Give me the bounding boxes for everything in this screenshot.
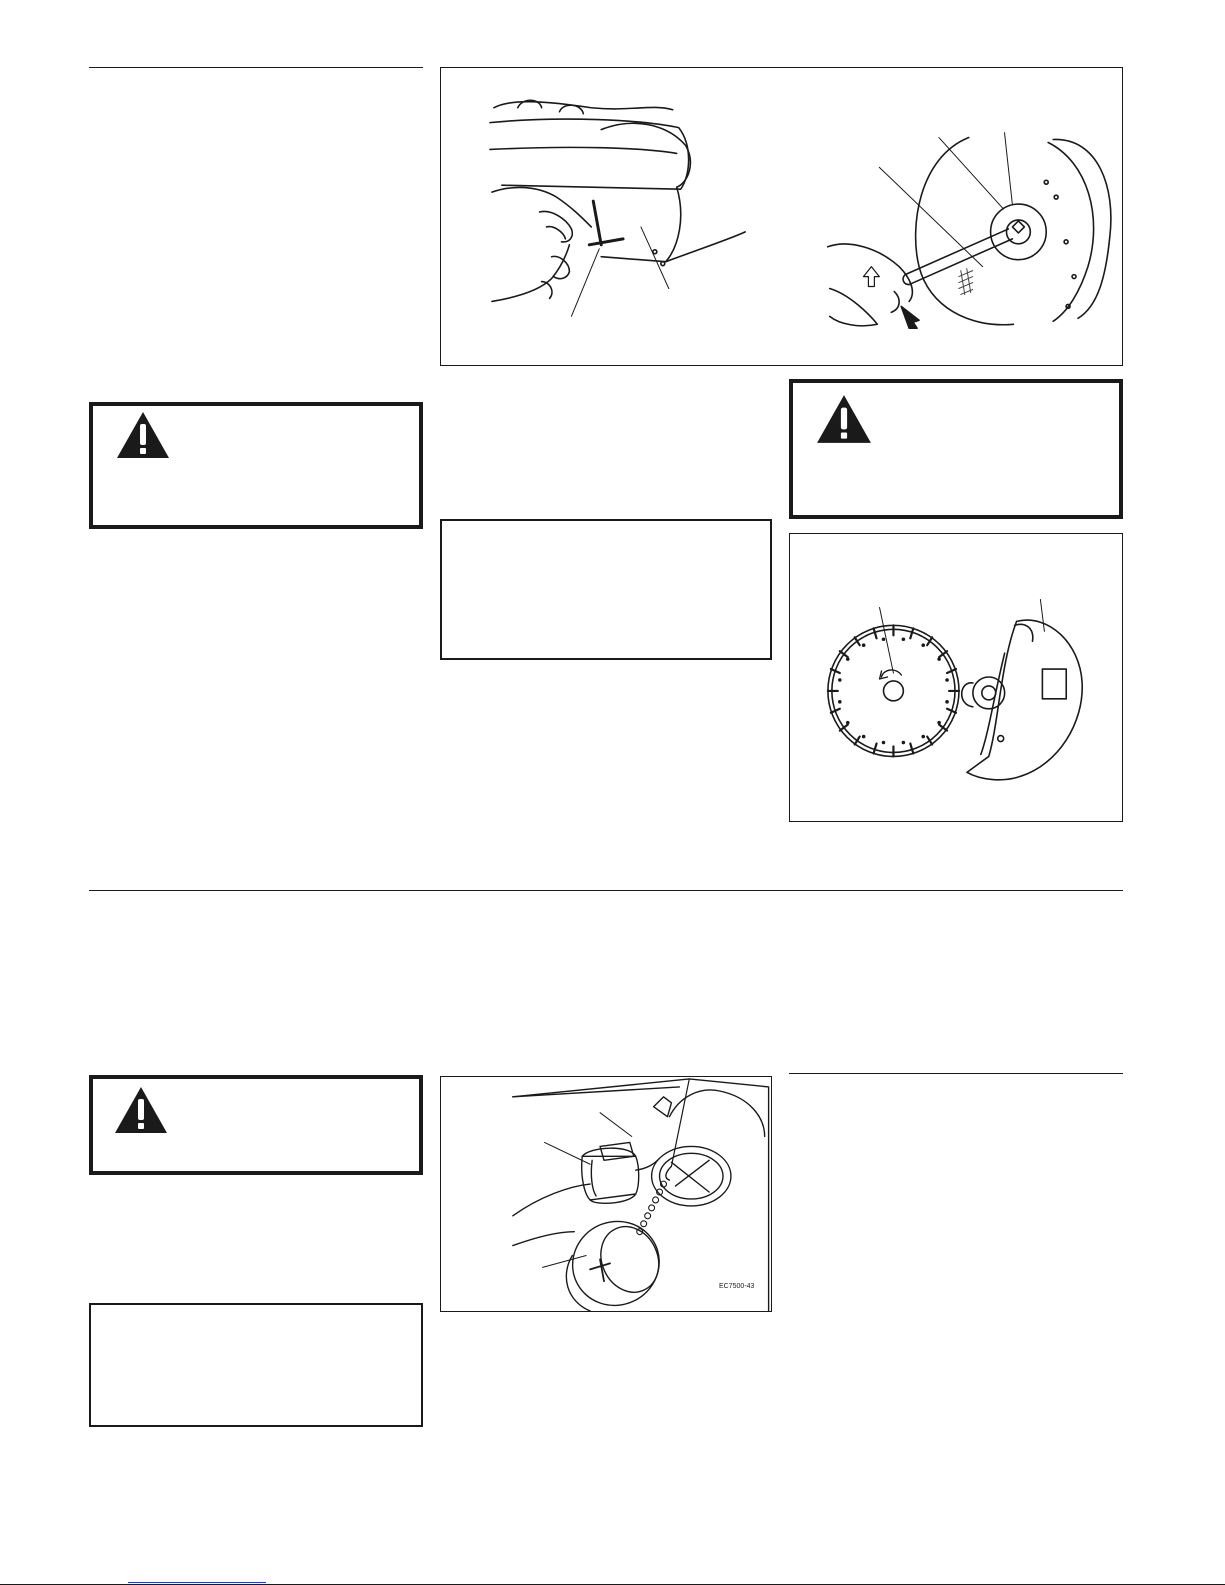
bolt-loosening-illustration (828, 133, 1111, 329)
note-box-fuel (89, 1303, 423, 1427)
warning-triangle-icon (113, 1085, 169, 1135)
top-left-section-rule (89, 67, 423, 68)
blade-direction-illustration (790, 534, 1122, 821)
bottom-right-section-rule (789, 1073, 1123, 1074)
warning-box-blade-right (789, 379, 1123, 519)
warning-box-fuel (89, 1075, 423, 1175)
blade-removal-figure (440, 67, 1123, 366)
diamond-blade-illustration (828, 607, 959, 756)
note-box-blade (440, 519, 772, 660)
warning-box-blade-left (89, 402, 423, 529)
footer-link-underline[interactable] (128, 1582, 266, 1583)
figure-code: EC7500-43 (719, 1283, 755, 1290)
fuel-filter-illustration (441, 1077, 771, 1311)
blade-guard-illustration (962, 600, 1083, 780)
blade-removal-illustration (441, 68, 1122, 365)
warning-triangle-icon (815, 393, 873, 445)
blade-direction-figure (789, 533, 1123, 822)
section-divider-rule (89, 890, 1123, 891)
pin-removal-illustration (490, 100, 745, 316)
warning-triangle-icon (115, 410, 171, 460)
fuel-filter-figure (440, 1076, 772, 1312)
